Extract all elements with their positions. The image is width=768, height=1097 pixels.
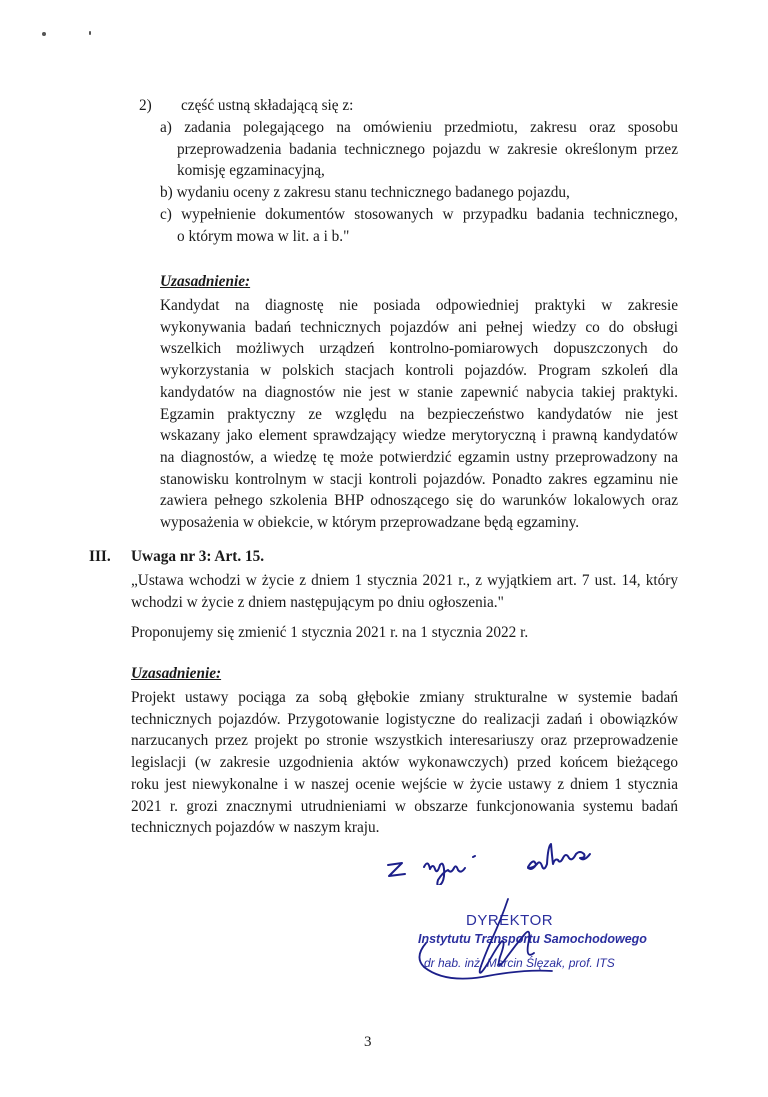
justification-1-heading: Uzasadnienie: <box>160 273 251 290</box>
justification-2-line: narzucanych przez projekt po stronie wszystkich interesariuszy oraz przeprowadzenie <box>131 732 678 750</box>
quote-line: „Ustawa wchodzi w życie z dniem 1 stycznia 2021 r., z wyjątkiem art. 7 ust. 14, który <box>131 572 678 589</box>
justification-2-line: legislacji (w zakresie uzgodnienia aktów wykonawczych) przed końcem bieżącego <box>131 754 678 772</box>
justification-1-line: zawiera pełnego szkolenia BHP odnoszącego się do warunków lokalowych oraz <box>160 492 678 510</box>
justification-1-line: wykorzystania w polskich stacjach kontroli pojazdów. Program szkoleń dla <box>160 362 678 380</box>
section-3-proposal: Proponujemy się zmienić 1 stycznia 2021 r. na 1 stycznia 2022 r. <box>131 624 529 641</box>
stamp-institute: Instytutu Transportu Samochodowego <box>418 932 647 946</box>
justification-1-line: kandydatów na diagnostów nie jest w stanie zapewnić nabycia takiej praktyki. <box>160 383 678 401</box>
item-c-line: c) wypełnienie dokumentów stosowanych w przypadku badania technicznego, <box>160 206 678 223</box>
justification-1-line: Egzamin praktyczny ze względu na bezpieczeństwo kandydatów nie jest <box>160 405 678 423</box>
section-2-item-c <box>160 204 678 247</box>
section-3-title: Uwaga nr 3: Art. 15. <box>131 548 265 565</box>
section-3-numeral: III. <box>89 548 111 565</box>
justification-2-heading: Uzasadnienie: <box>131 665 222 682</box>
section-2-item-b: b) wydaniu oceny z zakresu stanu technicznego badanego pojazdu, <box>160 184 570 201</box>
justification-1-line: wyposażenia w obiekcie, w którym przeprowadzane będą egzaminy. <box>160 514 580 532</box>
handwritten-closing <box>380 835 640 885</box>
justification-1-line: Kandydat na diagnostę nie posiada odpowiedniej praktyki w zakresie <box>160 297 678 314</box>
justification-2-line: 2021 r. grozi znacznymi utrudnieniami w obszarze funkcjonowania systemu badań <box>131 797 678 815</box>
quote-line: wchodzi w życie z dniem następującym po dniu ogłoszenia." <box>131 593 504 611</box>
scan-dot <box>89 31 91 35</box>
justification-1-body <box>160 295 678 534</box>
section-2-intro: część ustną składającą się z: <box>181 97 354 114</box>
section-3-quote <box>131 570 678 613</box>
justification-1-line: na diagnostów, a wiedzę tę może potwierdzić egzamin ustny przeprowadzony na <box>160 448 678 466</box>
section-2-item-a <box>160 117 678 182</box>
justification-2-body <box>131 687 678 839</box>
stamp-person: dr hab. inż. Marcin Ślęzak, prof. ITS <box>424 956 615 970</box>
justification-1-line: wskazany jako element sprawdzający wiedze merytoryczną i prawną kandydatów <box>160 427 678 445</box>
item-c-line: o którym mowa w lit. a i b." <box>177 227 350 245</box>
page-number: 3 <box>364 1034 372 1050</box>
stamp-title: DYREKTOR <box>466 912 554 929</box>
item-a-line: a) zadania polegającego na omówieniu przedmiotu, zakresu oraz sposobu <box>160 119 678 136</box>
section-2-number: 2) <box>139 97 152 114</box>
justification-2-line: technicznych pojazdów. Przygotowanie logistyczne do realizacji zadań i obowiązków <box>131 710 678 728</box>
justification-2-line: technicznych pojazdów w naszym kraju. <box>131 819 380 837</box>
scan-dot <box>42 32 46 36</box>
justification-1-line: stanowisku kontrolnym w stacji kontroli pojazdów. Ponadto zakres egzaminu nie <box>160 470 678 488</box>
justification-2-line: roku jest niewykonalne i w naszej ocenie wejście w życie ustawy z dniem 1 stycznia <box>131 775 678 793</box>
item-a-line: przeprowadzenia badania technicznego pojazdu w zakresie określonym przez <box>177 140 678 158</box>
justification-1-line: wykonywania badań technicznych pojazdów ani pełnej wiedzy co do obsługi <box>160 318 678 336</box>
justification-2-line: Projekt ustawy pociąga za sobą głębokie zmiany strukturalne w systemie badań <box>131 689 678 706</box>
signature <box>410 895 570 1005</box>
justification-1-line: wszelkich możliwych urządzeń kontrolno-pomiarowych dopuszczonych do <box>160 340 678 358</box>
item-a-line: komisję egzaminacyjną, <box>177 162 325 180</box>
